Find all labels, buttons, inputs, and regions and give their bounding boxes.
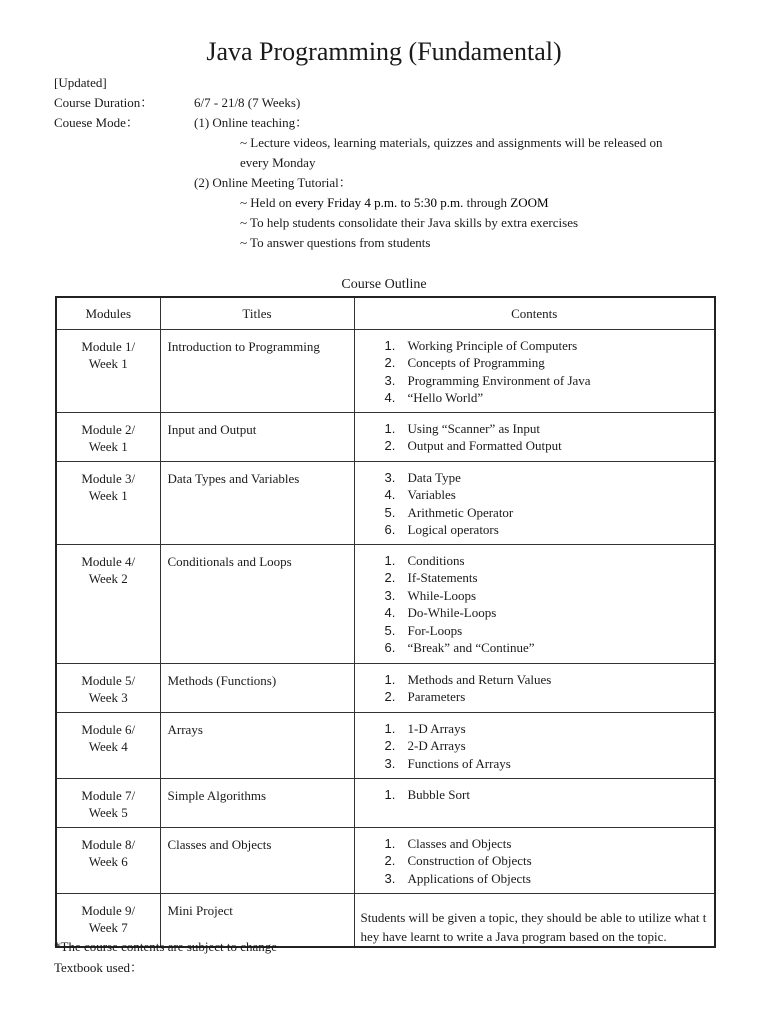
list-item-number: 1.	[384, 836, 396, 851]
contents-list	[355, 835, 715, 887]
list-item	[383, 786, 715, 803]
contents-paragraph: Students will be given a topic, they should be able to utilize what they have learnt to write a Java program based on the topic.	[360, 910, 707, 944]
online-teaching-details	[240, 133, 663, 173]
list-item-number: 1.	[384, 553, 396, 568]
textbook-label: Textbook used：	[54, 960, 143, 975]
table-row	[56, 828, 715, 894]
page-title: Java Programming (Fundamental)	[206, 37, 562, 66]
module-title: Data Types and Variables	[160, 462, 354, 545]
module-contents	[354, 713, 715, 779]
list-item-text: If-Statements	[407, 570, 478, 586]
module-title: Simple Algorithms	[160, 779, 354, 828]
module-cell	[56, 545, 160, 664]
module-number: Module 6/	[81, 722, 136, 737]
mode-meeting-tutorial: (2) Online Meeting Tutorial：	[194, 175, 352, 190]
list-item	[383, 688, 715, 705]
contents-list	[355, 469, 715, 539]
list-item	[383, 504, 715, 521]
list-item-text: Functions of Arrays	[407, 755, 511, 771]
module-number: Module 1/	[81, 339, 136, 354]
list-item-number: 2.	[384, 570, 396, 586]
list-item	[383, 389, 715, 406]
list-item-text: Working Principle of Computers	[407, 338, 578, 353]
list-item-text: Conditions	[407, 553, 465, 568]
list-item-number: 2.	[384, 738, 396, 754]
module-week: Week 4	[88, 739, 128, 754]
list-item	[383, 437, 715, 454]
list-item-text: Do-While-Loops	[407, 605, 497, 621]
column-header-titles: Titles	[160, 297, 354, 330]
list-item-number: 3.	[384, 587, 396, 603]
table-header-row	[56, 297, 715, 330]
module-number: Module 5/	[81, 673, 136, 688]
contents-list	[355, 671, 715, 706]
module-week: Week 1	[88, 356, 128, 371]
list-item	[383, 372, 715, 389]
module-cell	[56, 413, 160, 462]
list-item	[383, 552, 715, 569]
list-item-text: Methods and Return Values	[407, 672, 552, 687]
updated-text: [Updated]	[54, 75, 107, 90]
list-item-text: Output and Formatted Output	[407, 438, 562, 454]
duration-label: Course Duration：	[54, 95, 154, 110]
module-week: Week 3	[88, 690, 128, 705]
mode-label: Couese Mode：	[54, 115, 139, 130]
module-contents	[354, 462, 715, 545]
list-item-number: 3.	[384, 470, 396, 485]
module-contents	[354, 545, 715, 664]
list-item	[383, 639, 715, 656]
module-week: Week 1	[88, 439, 128, 454]
list-item-text: For-Loops	[407, 622, 463, 638]
list-item-number: 6.	[384, 522, 396, 538]
list-item	[383, 852, 715, 869]
module-cell	[56, 713, 160, 779]
module-title: Methods (Functions)	[160, 664, 354, 713]
list-item-text: Parameters	[407, 689, 466, 705]
module-week: Week 7	[88, 920, 128, 935]
table-row	[56, 664, 715, 713]
meeting-purpose-line: ~ To help students consolidate their Java skills by extra exercises	[240, 215, 579, 230]
table-row	[56, 413, 715, 462]
module-contents	[354, 779, 715, 828]
module-number: Module 3/	[81, 471, 136, 486]
list-item-text: 2-D Arrays	[407, 738, 466, 754]
meeting-questions-line: ~ To answer questions from students	[240, 235, 431, 250]
list-item-text: Applications of Objects	[407, 870, 531, 886]
module-contents	[354, 664, 715, 713]
list-item-number: 1.	[384, 338, 396, 353]
table-row	[56, 545, 715, 664]
list-item-text: Data Type	[407, 470, 461, 485]
meeting-schedule-line	[240, 193, 578, 213]
meeting-time: every Friday 4 p.m. to 5:30 p.m.	[295, 195, 464, 210]
list-item-number: 2.	[384, 689, 396, 705]
list-item-number: 6.	[384, 640, 396, 656]
list-item-number: 1.	[384, 421, 396, 436]
list-item	[383, 755, 715, 772]
module-title: Arrays	[160, 713, 354, 779]
module-contents	[354, 330, 715, 413]
list-item-text: Arithmetic Operator	[407, 504, 514, 520]
course-outline-heading: Course Outline	[341, 277, 427, 292]
contents-list	[355, 552, 715, 656]
list-item-number: 2.	[384, 438, 396, 454]
list-item-number: 3.	[384, 755, 396, 771]
duration-value: 6/7 - 21/8 (7 Weeks)	[194, 95, 301, 110]
list-item-number: 4.	[384, 390, 396, 406]
module-number: Module 8/	[81, 837, 136, 852]
list-item-number: 1.	[384, 721, 396, 736]
list-item-number: 4.	[384, 487, 396, 503]
module-cell	[56, 828, 160, 894]
list-item	[383, 354, 715, 371]
list-item-number: 2.	[384, 853, 396, 869]
list-item-text: Programming Environment of Java	[407, 372, 591, 388]
module-week: Week 1	[88, 488, 128, 503]
table-row	[56, 713, 715, 779]
column-header-contents: Contents	[354, 297, 715, 330]
list-item-number: 5.	[384, 504, 396, 520]
list-item-text: Bubble Sort	[407, 787, 470, 802]
list-item-text: Variables	[407, 487, 456, 503]
table-row	[56, 779, 715, 828]
column-header-modules: Modules	[56, 297, 160, 330]
list-item-text: “Hello World”	[407, 390, 484, 406]
contents-list	[355, 337, 715, 407]
module-contents	[354, 894, 715, 948]
module-title: Input and Output	[160, 413, 354, 462]
table-row	[56, 462, 715, 545]
list-item-number: 3.	[384, 870, 396, 886]
module-week: Week 5	[88, 805, 128, 820]
module-week: Week 2	[88, 571, 128, 586]
list-item-number: 2.	[384, 355, 396, 371]
list-item-text: Concepts of Programming	[407, 355, 545, 371]
list-item-text: Logical operators	[407, 522, 499, 538]
list-item-text: While-Loops	[407, 587, 477, 603]
online-teaching-line-1: ~ Lecture videos, learning materials, quizzes and assignments will be released on	[240, 135, 663, 150]
module-contents	[354, 413, 715, 462]
list-item	[383, 737, 715, 754]
list-item-number: 5.	[384, 622, 396, 638]
module-number: Module 9/	[81, 903, 136, 918]
module-number: Module 2/	[81, 422, 136, 437]
list-item	[383, 604, 715, 621]
course-outline-table	[55, 296, 716, 948]
module-title: Introduction to Programming	[160, 330, 354, 413]
list-item-text: Using “Scanner” as Input	[407, 421, 540, 436]
module-title: Conditionals and Loops	[160, 545, 354, 664]
list-item-number: 1.	[384, 672, 396, 687]
module-cell	[56, 779, 160, 828]
module-cell	[56, 664, 160, 713]
list-item	[383, 337, 715, 354]
contents-list	[355, 786, 715, 803]
meeting-prefix: ~ Held on	[240, 195, 296, 210]
list-item-text: “Break” and “Continue”	[407, 640, 535, 656]
list-item	[383, 720, 715, 737]
module-cell	[56, 330, 160, 413]
module-number: Module 4/	[81, 554, 136, 569]
module-title: Mini Project	[160, 894, 354, 948]
module-week: Week 6	[88, 854, 128, 869]
list-item-text: Classes and Objects	[407, 836, 512, 851]
meeting-platform: ZOOM	[510, 195, 549, 210]
contents-list	[355, 420, 715, 455]
list-item	[383, 587, 715, 604]
module-number: Module 7/	[81, 788, 136, 803]
online-teaching-line-2: every Monday	[240, 155, 316, 170]
list-item-number: 3.	[384, 372, 396, 388]
list-item	[383, 569, 715, 586]
module-cell	[56, 462, 160, 545]
module-title: Classes and Objects	[160, 828, 354, 894]
list-item-number: 1.	[384, 787, 396, 802]
list-item	[383, 835, 715, 852]
list-item	[383, 671, 715, 688]
list-item	[383, 420, 715, 437]
contents-list	[355, 720, 715, 772]
list-item	[383, 521, 715, 538]
list-item	[383, 469, 715, 486]
meeting-tutorial-details	[240, 193, 578, 253]
list-item	[383, 486, 715, 503]
module-contents	[354, 828, 715, 894]
list-item-text: Construction of Objects	[407, 853, 532, 869]
meeting-through: through	[463, 195, 511, 210]
table-row	[56, 330, 715, 413]
list-item-text: 1-D Arrays	[407, 721, 466, 736]
list-item-number: 4.	[384, 605, 396, 621]
list-item	[383, 622, 715, 639]
mode-online-teaching: (1) Online teaching：	[194, 115, 309, 130]
list-item	[383, 870, 715, 887]
contents-change-note: *The course contents are subject to change	[54, 939, 278, 954]
